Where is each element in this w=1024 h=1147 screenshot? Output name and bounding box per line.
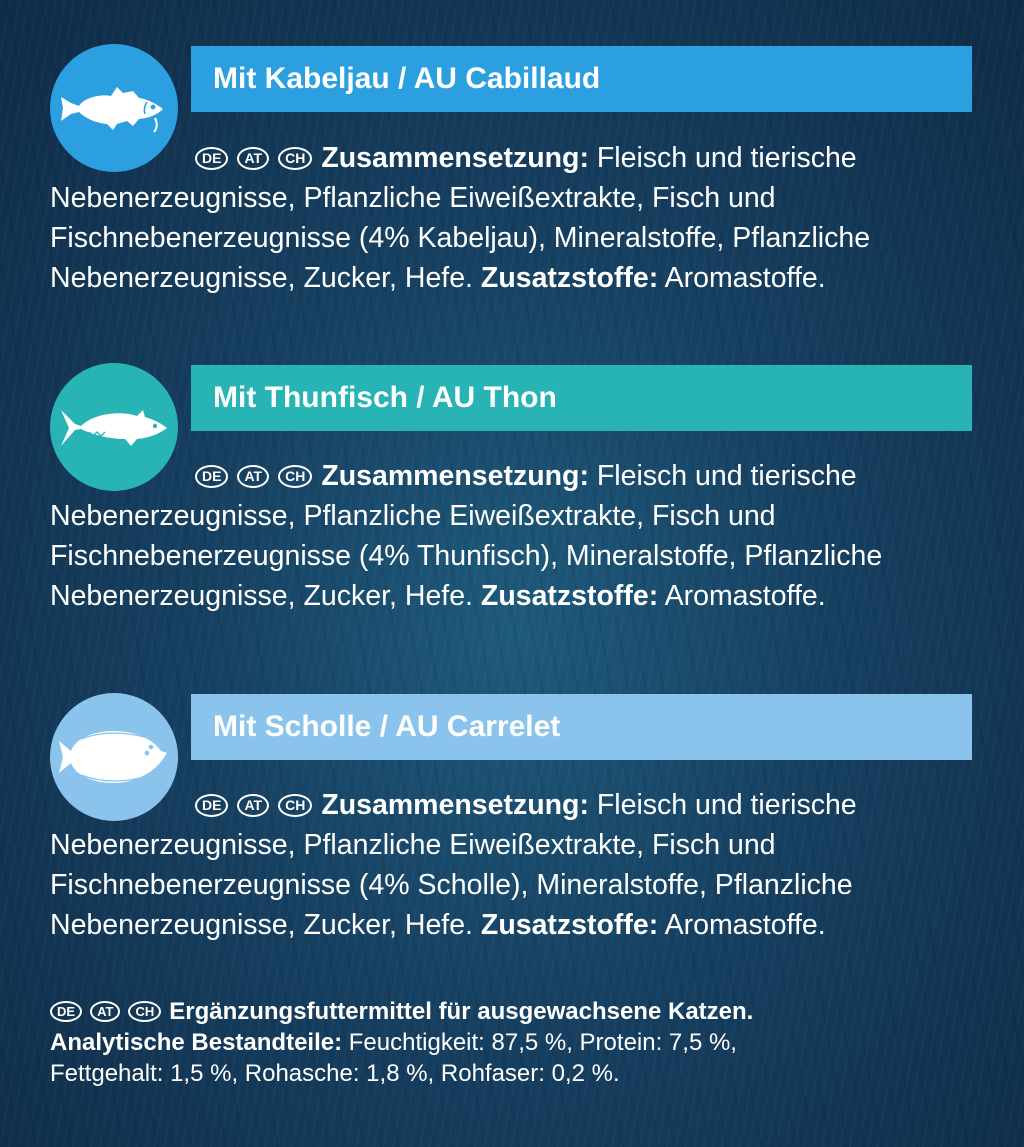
ingredients-line-4: Nebenerzeugnisse, Zucker, Hefe. — [50, 909, 481, 941]
analytical-values-1: Feuchtigkeit: 87,5 %, Protein: 7,5 %, — [342, 1029, 737, 1056]
additives-value: Aromastoffe. — [658, 909, 826, 941]
country-badge-de: DE — [195, 794, 228, 817]
country-badge-ch: CH — [128, 1001, 161, 1022]
additives-value: Aromastoffe. — [658, 580, 826, 612]
country-badge-de: DE — [50, 1001, 82, 1022]
additives-label: Zusatzstoffe: — [480, 909, 659, 941]
scholle-title: Mit Scholle / AU Carrelet — [213, 710, 561, 743]
scholle-ingredients — [50, 785, 990, 945]
ingredients-line-3: Fischnebenerzeugnisse (4% Kabeljau), Mineralstoffe, Pflanzliche — [50, 222, 871, 254]
kabeljau-title: Mit Kabeljau / AU Cabillaud — [213, 62, 601, 95]
country-badge-at: AT — [237, 147, 269, 170]
country-badge-ch: CH — [278, 465, 312, 488]
cod-fish-icon — [59, 78, 169, 138]
composition-label: Zusammensetzung: — [321, 460, 589, 492]
kabeljau-title-banner — [191, 46, 972, 112]
ingredients-line-1: Fleisch und tierische — [588, 460, 857, 492]
analytical-footer — [50, 996, 1010, 1089]
feed-type-heading: Ergänzungsfuttermittel für ausgewachsene Katzen. — [169, 998, 754, 1025]
plaice-fish-icon — [59, 725, 169, 789]
ingredients-line-2: Nebenerzeugnisse, Pflanzliche Eiweißextrakte, Fisch und — [50, 500, 776, 532]
country-badge-at: AT — [237, 794, 269, 817]
additives-label: Zusatzstoffe: — [480, 580, 659, 612]
ingredients-line-1: Fleisch und tierische — [588, 789, 857, 821]
tuna-fish-icon — [59, 402, 169, 452]
ingredients-line-4: Nebenerzeugnisse, Zucker, Hefe. — [50, 262, 481, 294]
country-badge-ch: CH — [278, 147, 312, 170]
thunfisch-title-banner — [191, 365, 972, 431]
analytical-values-2: Fettgehalt: 1,5 %, Rohasche: 1,8 %, Rohfaser: 0,2 %. — [50, 1060, 620, 1087]
ingredients-line-3: Fischnebenerzeugnisse (4% Scholle), Mineralstoffe, Pflanzliche — [50, 869, 853, 901]
thunfisch-ingredients — [50, 456, 990, 616]
ingredients-line-1: Fleisch und tierische — [588, 142, 857, 174]
additives-label: Zusatzstoffe: — [480, 262, 659, 294]
ingredients-line-4: Nebenerzeugnisse, Zucker, Hefe. — [50, 580, 481, 612]
kabeljau-ingredients — [50, 138, 990, 298]
country-badge-at: AT — [237, 465, 269, 488]
composition-label: Zusammensetzung: — [321, 142, 589, 174]
country-badge-de: DE — [195, 147, 228, 170]
scholle-title-banner — [191, 694, 972, 760]
analytical-label: Analytische Bestandteile: — [50, 1029, 343, 1056]
composition-label: Zusammensetzung: — [321, 789, 589, 821]
ingredients-line-3: Fischnebenerzeugnisse (4% Thunfisch), Mineralstoffe, Pflanzliche — [50, 540, 883, 572]
country-badge-at: AT — [90, 1001, 120, 1022]
country-badge-ch: CH — [278, 794, 312, 817]
country-badge-de: DE — [195, 465, 228, 488]
ingredients-line-2: Nebenerzeugnisse, Pflanzliche Eiweißextrakte, Fisch und — [50, 829, 776, 861]
ingredients-line-2: Nebenerzeugnisse, Pflanzliche Eiweißextrakte, Fisch und — [50, 182, 776, 214]
thunfisch-title: Mit Thunfisch / AU Thon — [213, 381, 557, 414]
additives-value: Aromastoffe. — [658, 262, 826, 294]
